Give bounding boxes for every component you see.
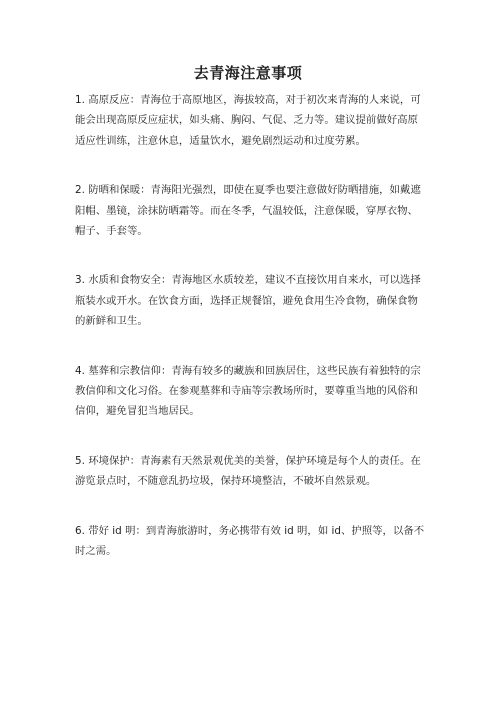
paragraph-bring-id: 6. 带好 id 明：到青海旅游时，务必携带有效 id 明，如 id、护照等，以备不时之需。 [75, 524, 425, 558]
paragraph-sun-protection: 2. 防晒和保暖：青海阳光强烈，即使在夏季也要注意做好防晒措施，如戴遮阳帽、墨镜，涂抹防晒霜等。而在冬季，气温较低，注意保暖，穿厚衣物、帽子、手套等。 [75, 184, 421, 238]
paragraph-water-food-safety: 3. 水质和食物安全：青海地区水质较差，建议不直接饮用自来水，可以选择瓶装水或开水。在饮食方面，选择正规餐馆，避免食用生冷食物，确保食物的新鲜和卫生。 [75, 274, 421, 328]
document-title: 去青海注意事项 [193, 64, 303, 82]
paragraph-environment-protection: 5. 环境保护：青海素有天然景观优美的美誉，保护环境是每个人的责任。在游览景点时，不随意乱扔垃圾，保持环境整洁，不破坏自然景观。 [75, 454, 421, 488]
document-body [75, 90, 427, 591]
paragraph-religious-customs: 4. 墓葬和宗教信仰：青海有较多的藏族和回族居住，这些民族有着独特的宗教信仰和文化习俗。在参观墓葬和寺庙等宗教场所时，要尊重当地的风俗和信仰，避免冒犯当地居民。 [75, 364, 421, 418]
paragraph-altitude-sickness: 1. 高原反应：青海位于高原地区，海拔较高，对于初次来青海的人来说，可能会出现高原反应症状，如头痛、胸闷、气促、乏力等。建议提前做好高原适应性训练，注意休息，适量饮水，避免剧烈运动和过度劳累。 [75, 94, 421, 147]
